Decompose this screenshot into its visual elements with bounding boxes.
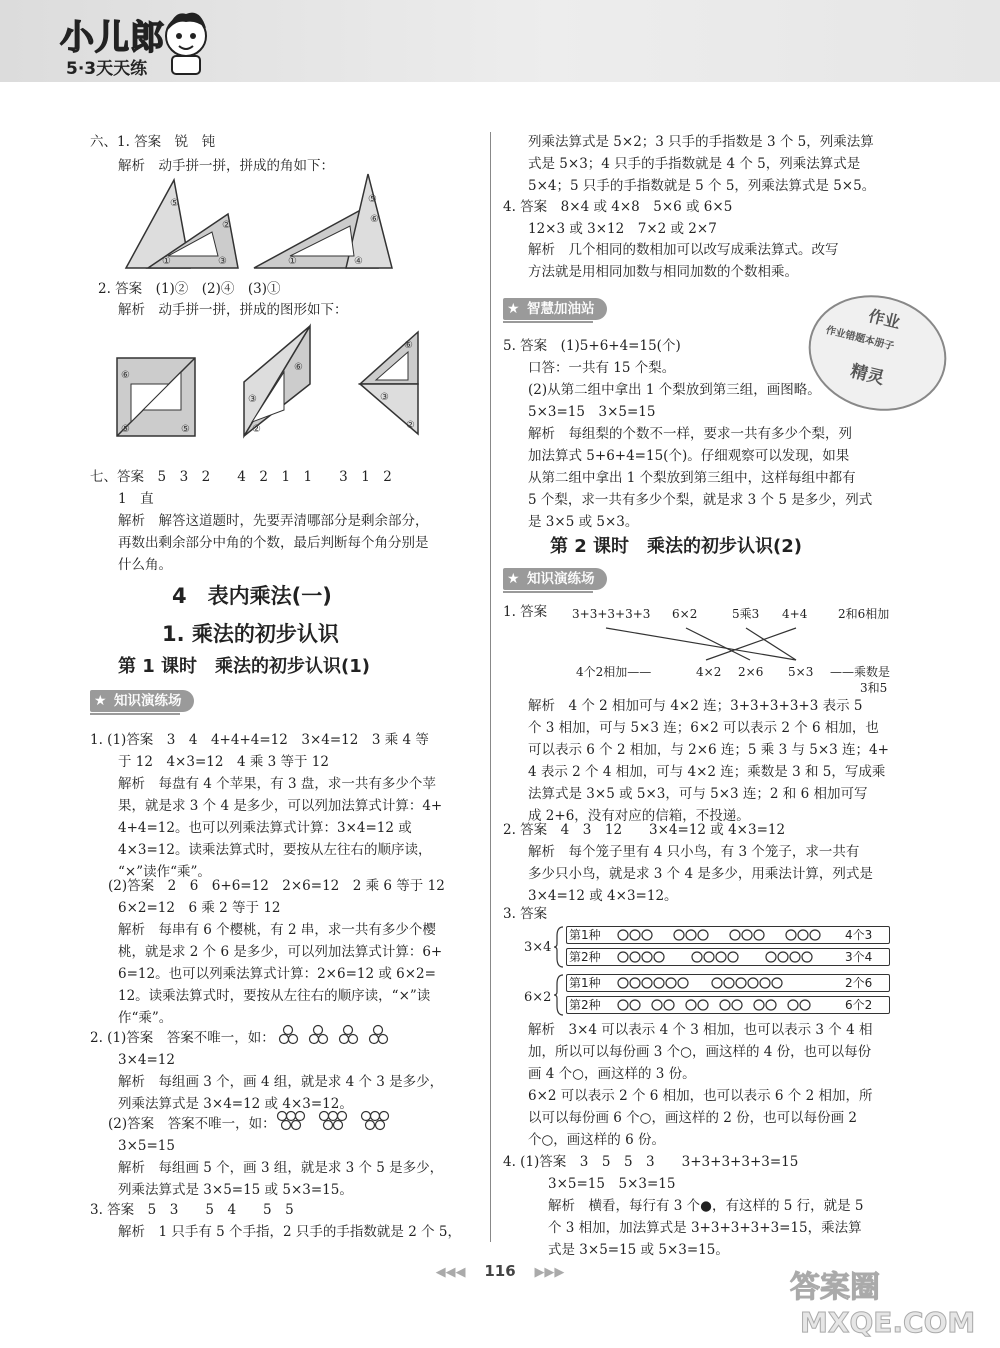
circle-row: 第2种 3个4: [566, 948, 890, 966]
text-line: 4. (1)答案 3 5 5 3 3+3+3+3+3=15: [503, 1154, 799, 1170]
text-line: 是 3×5 或 5×3。: [528, 514, 639, 530]
page-number: 116: [484, 1262, 516, 1280]
text-line: (2)答案 答案不唯一，如：: [108, 1116, 276, 1132]
circles-2-groups-of-6: [617, 977, 867, 989]
text-line: 桃，就是求 2 个 6 是多少，可以列加法算式计算：6+: [118, 944, 443, 960]
mascot-icon: [160, 6, 212, 78]
text-line: 解析 解答这道题时，先要弄清哪部分是剩余部分，: [118, 513, 429, 529]
text-line: 1. 答案: [503, 604, 548, 620]
star-icon: ★: [507, 571, 520, 587]
text-line: 1 直: [118, 491, 154, 507]
brand-logo: 小儿郎: [60, 18, 165, 58]
text-line: 3×4=12 或 4×3=12。: [528, 888, 678, 904]
section-badge: ★ 智慧加油站: [503, 298, 607, 320]
kite-figure: [356, 328, 434, 438]
text-line: 1. (1)答案 3 4 4+4+4=12 3×4=12 3 乘 4 等: [90, 732, 429, 748]
text-line: 作“乘”。: [118, 1010, 173, 1026]
expression-label: 3×4: [524, 940, 552, 955]
match-top-item: 2和6相加: [838, 607, 890, 621]
text-line: 解析 每组画 5 个，画 3 组，就是求 3 个 5 是多少，: [118, 1160, 444, 1176]
svg-text:②: ②: [252, 424, 261, 435]
lesson-title: 第 2 课时 乘法的初步认识(2): [550, 536, 803, 557]
text-line: 2. (1)答案 答案不唯一，如：: [90, 1030, 275, 1046]
text-line: 5×3=15 3×5=15: [528, 404, 656, 420]
text-line: 于 12 4×3=12 4 乘 3 等于 12: [118, 754, 329, 770]
text-line: 解析 每组画 3 个，画 4 组，就是求 4 个 3 是多少，: [118, 1074, 444, 1090]
match-top-item: 5乘3: [732, 607, 760, 621]
text-line: 5. 答案 (1)5+6+4=15(个): [503, 338, 681, 354]
section-title: 1. 乘法的初步认识: [162, 622, 339, 646]
match-bottom-item: 4个2相加——: [576, 665, 652, 679]
watermark-url: MXQE.COM: [800, 1306, 976, 1339]
svg-text:⑥: ⑥: [404, 340, 413, 351]
text-line: 4+4=12。也可以列乘法算式计算：3×4=12 或: [118, 820, 412, 836]
text-line: 个 3 相加，加法算式是 3+3+3+3+3=15，乘法算: [548, 1220, 862, 1236]
svg-text:①: ①: [288, 256, 297, 267]
triangle-right-icon: ▶▶▶: [534, 1265, 565, 1280]
text-line: 12。读乘法算式时，要按从左往右的顺序读，“×”读: [118, 988, 431, 1004]
svg-text:⑤: ⑤: [368, 194, 377, 205]
text-line: 解析 每串有 6 个樱桃，有 2 串，求一共有多少个樱: [118, 922, 436, 938]
svg-text:⑤: ⑤: [170, 198, 179, 209]
grouped-circles-5x3: [276, 1108, 406, 1134]
text-line: 果，就是求 3 个 4 是多少，可以列加法算式计算：4+: [118, 798, 443, 814]
text-line: (2)答案 2 6 6+6=12 2×6=12 2 乘 6 等于 12: [108, 878, 445, 894]
svg-text:②: ②: [222, 220, 231, 231]
text-line: 解析 每个笼子里有 4 只小鸟，有 3 个笼子，求一共有: [528, 844, 860, 860]
circle-row: 第1种 4个3: [566, 926, 890, 944]
text-line: 3×5=15 5×3=15: [548, 1176, 676, 1192]
triangle-left-icon: ◀◀◀: [435, 1265, 466, 1280]
circles-4-groups-of-3: [617, 929, 867, 941]
text-line: 3×5=15: [118, 1138, 175, 1154]
match-bottom-item: 4×2: [696, 665, 722, 679]
page-header: [0, 0, 1000, 82]
match-bottom-item: 3和5: [860, 681, 888, 695]
text-line: 个 3 相加，可与 5×3 连；6×2 可以表示 2 个 6 相加，也: [528, 720, 879, 736]
text-line: 个○，画这样的 6 份。: [528, 1132, 665, 1148]
circles-3-groups-of-4: [617, 951, 867, 963]
text-line: 列乘法算式是 3×4=12 或 4×3=12。: [118, 1096, 353, 1112]
text-line: 12×3 或 3×12 7×2 或 2×7: [528, 221, 717, 237]
svg-text:③: ③: [380, 392, 389, 403]
text-line: 解析 动手拼一拼，拼成的图形如下：: [118, 302, 348, 318]
text-line: 法算式是 3×5 或 5×3，可与 5×3 连；2 和 6 相加可写: [528, 786, 868, 802]
grouped-circles-3x4: [280, 1022, 400, 1048]
text-line: 以可以每份画 6 个○，画这样的 2 份，也可以每份画 2: [528, 1110, 858, 1126]
text-line: 方法就是用相同加数与相同加数的个数相乘。: [528, 264, 798, 280]
text-line: 列乘法算式是 5×2；3 只手的手指数是 3 个 5，列乘法算: [528, 134, 874, 150]
text-line: 加，所以可以每份画 3 个○，画这样的 4 份，也可以每份: [528, 1044, 872, 1060]
match-top-item: 3+3+3+3+3: [572, 607, 651, 621]
text-line: 4 表示 2 个 4 相加，可与 4×2 连；乘数是 3 和 5，写成乘: [528, 764, 886, 780]
text-line: 再数出剩余部分中角的个数，最后判断每个角分别是: [118, 535, 429, 551]
expression-label: 6×2: [524, 990, 552, 1005]
text-line: 2. 答案 4 3 12 3×4=12 或 4×3=12: [503, 822, 786, 838]
text-line: 六、1. 答案 锐 钝: [90, 134, 216, 150]
triangle-angle-figure-2: [250, 170, 400, 276]
section-badge: ★ 知识演练场: [503, 568, 607, 590]
text-line: 解析 几个相同的数相加可以改写成乘法算式。改写: [528, 242, 839, 258]
text-line: 解析 每组梨的个数不一样，要求一共有多少个梨，列: [528, 426, 852, 442]
svg-text:④: ④: [354, 256, 363, 267]
text-line: 3. 答案 5 3 5 4 5 5: [90, 1202, 294, 1218]
text-line: 6×2=12 6 乘 2 等于 12: [118, 900, 281, 916]
text-line: 解析 每盘有 4 个苹果，有 3 盘，求一共有多少个苹: [118, 776, 436, 792]
watermark-brand: 答案圈: [790, 1270, 880, 1305]
text-line: 列乘法算式是 3×5=15 或 5×3=15。: [118, 1182, 353, 1198]
homework-stamp: 作业 作业错题本册子 精灵: [796, 281, 958, 425]
text-line: 3. 答案: [503, 906, 548, 922]
text-line: 5×4；5 只手的手指数就是 5 个 5，列乘法算式是 5×5。: [528, 178, 876, 194]
text-line: 4. 答案 8×4 或 4×8 5×6 或 6×5: [503, 199, 733, 215]
star-icon: ★: [507, 301, 520, 317]
circles-6-groups-of-2: [617, 999, 867, 1011]
text-line: “×”读作“乘”。: [118, 864, 211, 880]
text-line: 画 4 个○，画这样的 3 份。: [528, 1066, 696, 1082]
brace-icon: [554, 926, 564, 968]
lesson-title: 第 1 课时 乘法的初步认识(1): [118, 656, 371, 677]
text-line: 6=12。也可以列乘法算式计算：2×6=12 或 6×2=: [118, 966, 436, 982]
section-badge: ★ 知识演练场: [90, 690, 194, 712]
match-top-item: 4+4: [782, 607, 808, 621]
svg-text:⑤: ⑤: [121, 424, 130, 435]
square-figure: [115, 356, 197, 438]
text-line: 解析 动手拼一拼，拼成的角如下：: [118, 158, 334, 174]
text-line: 从第二组中拿出 1 个梨放到第三组中，这样每组中都有: [528, 470, 856, 486]
brand-subtitle: 5·3天天练: [66, 59, 148, 79]
text-line: 式是 5×3；4 只手的手指数就是 4 个 5，列乘法算式是: [528, 156, 861, 172]
svg-text:⑤: ⑤: [181, 424, 190, 435]
circle-row: 第1种 2个6: [566, 974, 890, 992]
triangle-angle-figure-1: [118, 176, 248, 276]
matching-lines: [560, 626, 860, 662]
text-line: 2. 答案 (1)② (2)④ (3)①: [98, 281, 281, 297]
text-line: 口答：一共有 15 个梨。: [528, 360, 676, 376]
svg-text:③: ③: [248, 394, 257, 405]
text-line: 解析 横看，每行有 3 个●，有这样的 5 行，就是 5: [548, 1198, 864, 1214]
svg-text:⑥: ⑥: [294, 362, 303, 373]
text-line: (2)从第二组中拿出 1 个梨放到第三组，画图略。: [528, 382, 821, 398]
match-top-item: 6×2: [672, 607, 698, 621]
match-bottom-item: 5×3: [788, 665, 814, 679]
text-line: 3×4=12: [118, 1052, 175, 1068]
text-line: 式是 3×5=15 或 5×3=15。: [548, 1242, 729, 1258]
svg-text:⑥: ⑥: [121, 370, 130, 381]
chapter-title: 4 表内乘法(一): [172, 584, 332, 608]
star-icon: ★: [94, 693, 107, 709]
text-line: 解析 1 只手有 5 个手指，2 只手的手指数就是 2 个 5，: [118, 1224, 461, 1240]
text-line: 成 2+6，没有对应的信箱，不投递。: [528, 808, 750, 824]
text-line: 七、答案 5 3 2 4 2 1 1 3 1 2: [90, 469, 392, 485]
parallelogram-figure: [238, 322, 320, 440]
circle-row: 第2种 6个2: [566, 996, 890, 1014]
svg-text:②: ②: [406, 420, 415, 431]
text-line: 多少只小鸟，就是求 3 个 4 是多少，用乘法计算，列式是: [528, 866, 873, 882]
text-line: 可以表示 6 个 2 相加，与 2×6 连；5 乘 3 与 5×3 连；4+: [528, 742, 889, 758]
text-line: 加法算式 5+6+4=15(个)。仔细观察可以发现，如果: [528, 448, 850, 464]
match-bottom-item: ——乘数是: [830, 665, 891, 679]
text-line: 解析 3×4 可以表示 4 个 3 相加，也可以表示 3 个 4 相: [528, 1022, 873, 1038]
text-line: 6×2 可以表示 2 个 6 相加，也可以表示 6 个 2 相加，所: [528, 1088, 873, 1104]
brace-icon: [554, 974, 564, 1016]
text-line: 什么角。: [118, 557, 172, 573]
text-line: 解析 4 个 2 相加可与 4×2 连；3+3+3+3+3 表示 5: [528, 698, 863, 714]
match-bottom-item: 2×6: [738, 665, 764, 679]
svg-text:①: ①: [162, 256, 171, 267]
text-line: 5 个梨，求一共有多少个梨，就是求 3 个 5 是多少，列式: [528, 492, 873, 508]
svg-text:③: ③: [218, 256, 227, 267]
svg-text:⑥: ⑥: [370, 214, 379, 225]
column-divider: [490, 132, 491, 1242]
text-line: 4×3=12。读乘法算式时，要按从左往右的顺序读，: [118, 842, 432, 858]
